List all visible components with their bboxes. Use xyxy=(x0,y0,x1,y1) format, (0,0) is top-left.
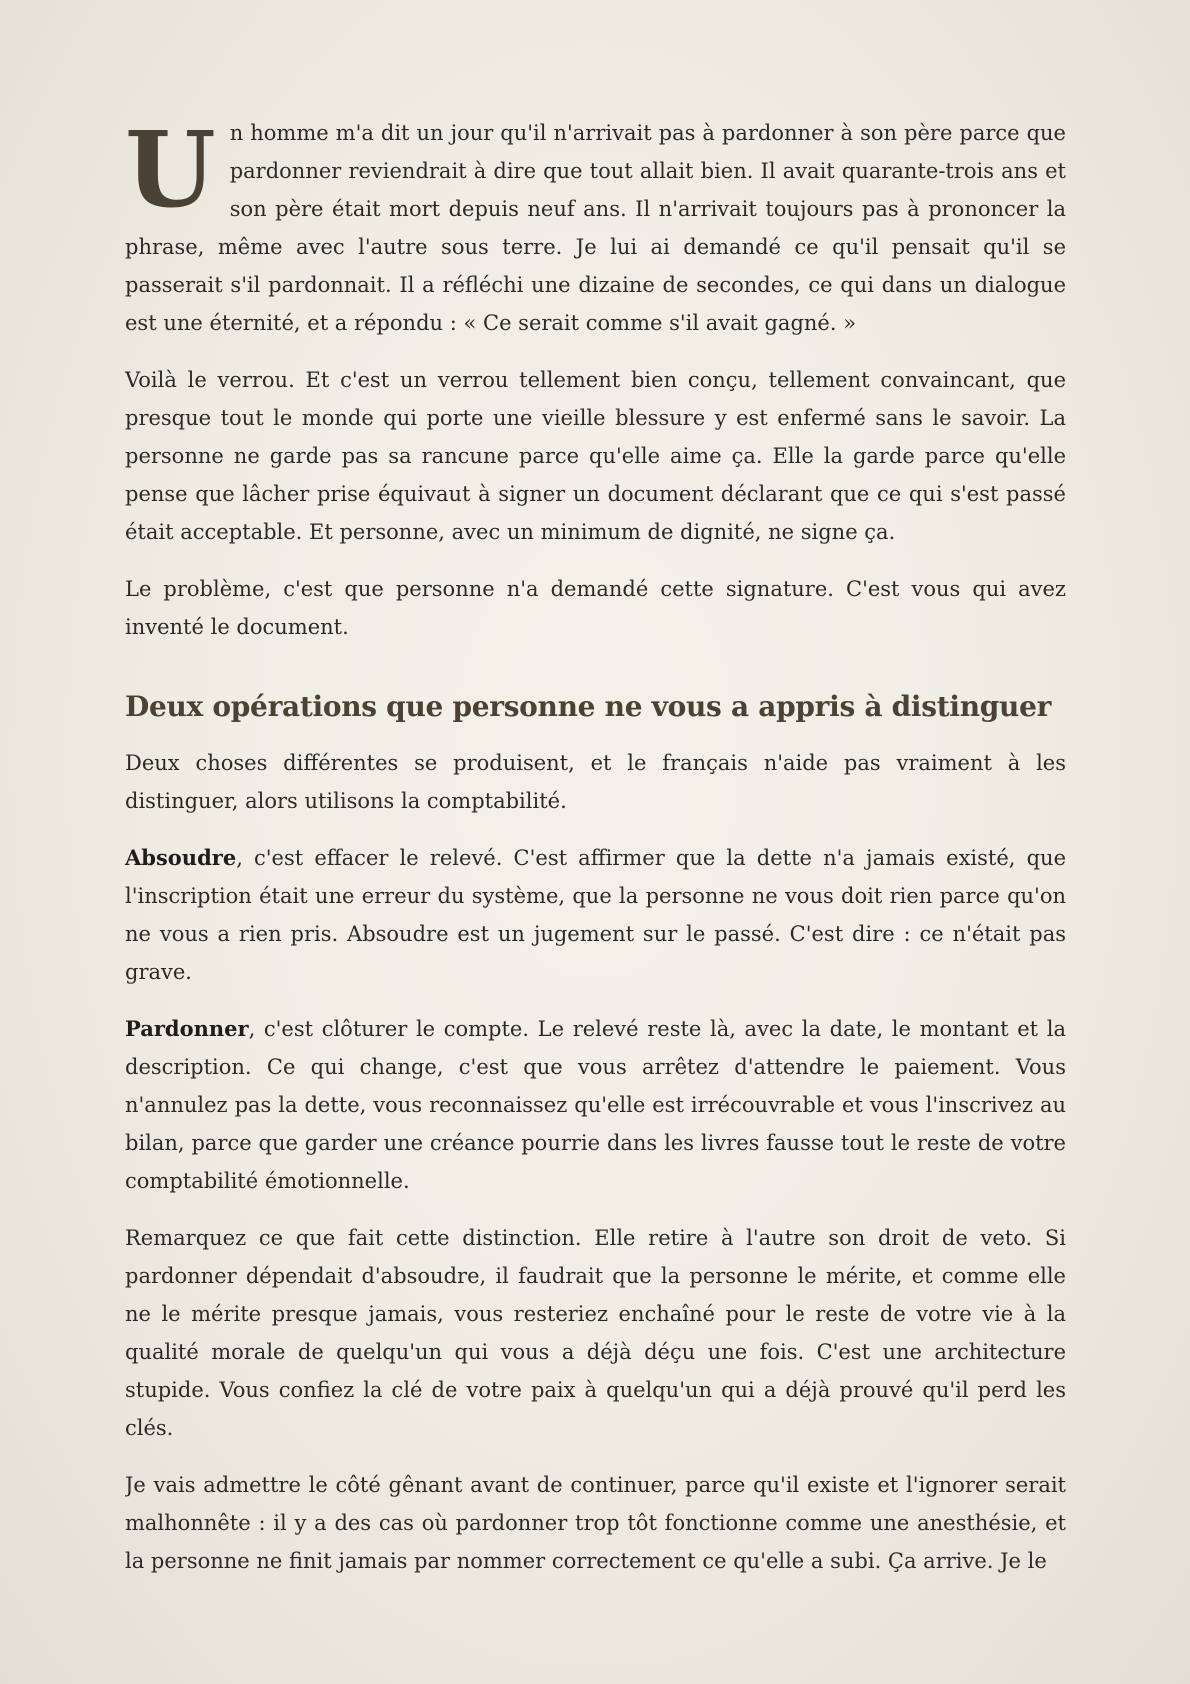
intro-paragraph-3: Le problème, c'est que personne n'a demandé cette signature. C'est vous qui avez inventé le document. xyxy=(125,577,1066,639)
term-pardonner: Pardonner xyxy=(125,1016,249,1041)
intro-paragraph-2: Voilà le verrou. Et c'est un verrou tellement bien conçu, tellement convaincant, que presque tout le monde qui porte une vieille blessure y est enfermé sans le savoir. La personne ne garde pas sa rancune parce qu'elle aime ça. Elle la garde parce qu'elle pense que lâcher prise équivaut à signer un document déclarant que ce qui s'est passé était acceptable. Et personne, avec un minimum de dignité, ne signe ça. xyxy=(125,368,1066,544)
term-absoudre: Absoudre xyxy=(125,845,237,870)
section-heading: Deux opérations que personne ne vous a appris à distinguer xyxy=(125,690,1052,723)
intro-paragraph-1-text: n homme m'a dit un jour qu'il n'arrivait pas à pardonner à son père parce que pardonner reviendrait à dire que tout allait bien. Il avait quarante-trois ans et son père était mort depuis neuf ans. Il n'arrivait toujours pas à prononcer la phrase, même avec l'autre sous terre. Je lui ai demandé ce qu'il pensait qu'il se passerait s'il pardonnait. Il a réfléchi une dizaine de secondes, ce qui dans un dialogue est une éternité, et a répondu : « Ce serait comme s'il avait gagné. » xyxy=(125,121,1066,335)
section-paragraph-pardonner xyxy=(125,1010,1066,1200)
section-paragraph-5: Je vais admettre le côté gênant avant de continuer, parce qu'il existe et l'ignorer serait malhonnête : il y a des cas où pardonner trop tôt fonctionne comme une anesthésie, et la personne ne finit jamais par nommer correctement ce qu'elle a subi. Ça arrive. Je le xyxy=(125,1473,1066,1573)
section-paragraph-4: Remarquez ce que fait cette distinction. Elle retire à l'autre son droit de veto. Si pardonner dépendait d'absoudre, il faudrait que la personne le mérite, et comme elle ne le mérite presque jamais, vous resteriez enchaîné pour le reste de votre vie à la qualité morale de quelqu'un qui vous a déjà déçu une fois. C'est une architecture stupide. Vous confiez la clé de votre paix à quelqu'un qui a déjà prouvé qu'il perd les clés. xyxy=(125,1226,1066,1440)
absoudre-definition: , c'est effacer le relevé. C'est affirmer que la dette n'a jamais existé, que l'inscription était une erreur du système, que la personne ne vous doit rien parce qu'on ne vous a rien pris. Absoudre est un jugement sur le passé. C'est dire : ce n'était pas grave. xyxy=(125,846,1066,984)
pardonner-definition: , c'est clôturer le compte. Le relevé reste là, avec la date, le montant et la description. Ce qui change, c'est que vous arrêtez d'attendre le paiement. Vous n'annulez pas la dette, vous reconnaissez qu'elle est irrécouvrable et vous l'inscrivez au bilan, parce que garder une créance pourrie dans les livres fausse tout le reste de votre comptabilité émotionnelle. xyxy=(125,1017,1066,1193)
section-paragraph-1: Deux choses différentes se produisent, et le français n'aide pas vraiment à les distinguer, alors utilisons la comptabilité. xyxy=(125,751,1066,813)
drop-cap: U xyxy=(125,108,216,231)
intro-paragraph-1 xyxy=(125,108,1066,342)
section-paragraph-absoudre xyxy=(125,839,1066,991)
